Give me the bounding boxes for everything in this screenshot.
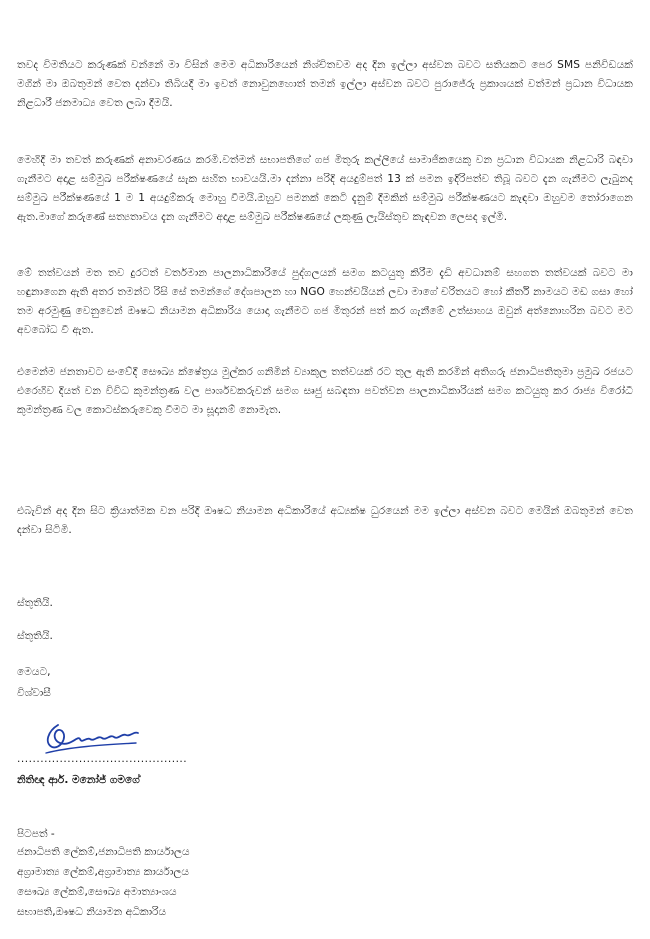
paragraph-2: මෙහිදී මා තවත් කරුණක් අනාවරණය කරමි.වත්මන් සභාපතිගේ ගජ මිතුරු කල්ලියේ සාමාජිකයෙකු වන ප්‍රධාන විධායක නිළධාරි බඳවා ගැනීමට අදාළ සම්මුඛ පරීක්ෂණයේ සැක සහිත භාවයයි.මා දන්නා පරිදි අයදුම්පත් 13 ක් පමන ඉදිරිපත්ව තිබූ බවට දැන ගැනීමට ලැබුනද සම්මුඛ පරීක්ෂණයේ 1 ම 1 අයදුම්කරු මොහු වීමයි.ඔහුව පමනක් කෙටි දැනුම් දීමකින් සම්මුඛ පරීක්ෂණයට කැඳවා ඔහුවම තෝරාගෙන ඇත.මාගේ කරුණේ සත්‍යතාවය දැන ගැනීමට අදාළ සම්මුඛ පරීක්ෂණයේ ලකුණු ලැයිස්තුව කැඳවන ලෙසද ඉල්මි. (17, 154, 633, 223)
cc-item: සභාපති,ඖෂධ නියාමන අධිකාරිය (17, 906, 167, 918)
paragraph-3: මේ තත්වයන් මත තව දුරටත් වර්තමාන පාලනාධිකාරියේ පුද්ගලයන් සමග කටයුතු කිරීම දැඩි අවධානම් සහගත තත්වයක් බවට මා හඳුනාගෙන ඇති අතර තමන්ට රිසි සේ තමන්ගේ දේශපාලන හා NGO හෙන්චයියන් ලවා මාගේ චරිතයට හෝ කීර්ති නාමයට මඩ ගසා හෝ තම අරමුණු වෙනුවෙන් ඖෂධ නියාමන අධිකාරිය යොදා ගැනීමට ගජ මිතුරන් පත් කර ගැනීමේ උත්සාහය ඔවුන් අත්නොහරින බවට මට අවබෝධ වී ඇත. (17, 267, 633, 336)
paragraph-4: එමෙන්ම ජනතාවට සංවේදී සෞඛ්‍ය ක්ෂේත්‍රය මුල්කර ගනිමින් ව්‍යාකුල තත්වයක් රට තුල ඇති කරමින් අතිගරු ජනාධිපතිතුමා ප්‍රමුඛ රජයට එරෙහිව දියත් වන විවිධ කුමන්ත්‍රණ වල පාර්ශවකරුවන් සමග සෘජු සබඳතා පවත්වන පාලනාධිකාරියක් සමග කටයුතු කර රාජ්‍ය විරෝධී කුමන්ත්‍රණ වල කොටස්කරුවෙකු වීමට මා සූදානම් නොමැත. (17, 366, 633, 416)
closing-thanks-2: ස්තුතියි. (17, 630, 53, 642)
addressee-line-1: මෙයට, (17, 666, 51, 678)
closing-thanks-1: ස්තුතියි. (17, 597, 53, 609)
cc-title: පිටපත් - (17, 828, 55, 840)
addressee-line-2: විශ්වාසී (17, 687, 51, 699)
paragraph-5: එබැවින් අද දින සිට ක්‍රියාත්මක වන පරිදි ඖෂධ නියාමන අධිකාරියේ අධ්‍යක්ෂ ධුරයෙන් මම ඉල්ලා අස්වන බවට මෙයින් ඔබතුමන් වෙත දන්වා සිටිමි. (17, 505, 633, 536)
cc-item: අග්‍රාමාත්‍ය ලේකම්,අග්‍රාමාත්‍ය කාර්යාලය (17, 866, 190, 878)
cc-item: ජනාධිපති ලේකම්,ජනාධිපති කාර්යාලය (17, 846, 190, 858)
cc-item: සෞඛ්‍ය ලේකම්,සෞඛ්‍ය අමාත්‍යාංශය (17, 886, 177, 898)
signatory-name: නිතිඥ ආර්. මනෝජ් ගමගේ (17, 774, 140, 786)
paragraph-1: තවද විමතියට කරුණක් වන්නේ මා විසින් මෙම අධිකාරියෙන් නිශ්චිතවම අද දින ඉල්ලා අස්වන බවට සතියකට පෙර SMS පනිවිඩයක් මගින් මා ඔබතුමන් වෙත දන්වා තිබියදී මා ඉවත් නොවුනහොත් තමන් ඉල්ලා අස්වන බවට පුරාජේරු ප්‍රකාශයක් වත්මන් ප්‍රධාන විධායක නිළධාරී ජනමාධ්‍ය වෙත ලබා දීමයි. (17, 59, 633, 109)
signature-line: ............................................ (17, 753, 188, 765)
